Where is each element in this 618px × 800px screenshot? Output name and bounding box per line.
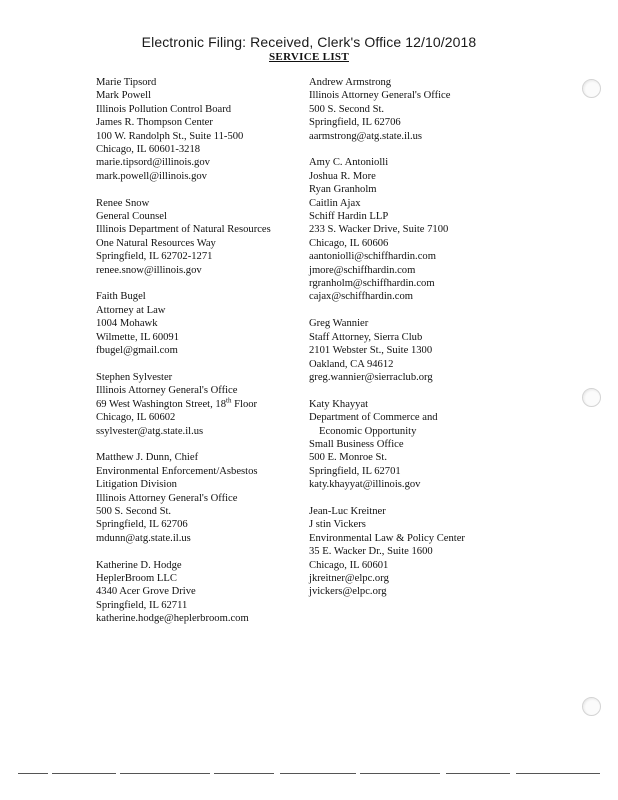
entry-line: Small Business Office [309,438,404,450]
entry-line: Illinois Pollution Control Board [96,103,232,115]
scan-rule [120,773,210,774]
electronic-filing-stamp: Electronic Filing: Received, Clerk's Office 12/10/2018 [141,34,477,50]
entry-line: Amy C. Antoniolli [309,157,389,169]
entry-line: General Counsel [96,211,167,223]
service-entry-wannier [309,317,539,384]
entry-line: Wilmette, IL 60091 [96,331,180,343]
entry-email[interactable]: katy.khayyat@illinois.gov [309,479,421,491]
scan-rule [360,773,440,774]
entry-line: Mark Powell [96,90,152,102]
right-column [309,76,539,612]
service-entry-khayyat [309,398,539,492]
entry-line: Department of Commerce and [309,412,438,424]
entry-line: Joshua R. More [309,170,376,182]
entry-email[interactable]: fbugel@gmail.com [96,345,178,357]
entry-email[interactable]: marie.tipsord@illinois.gov [96,157,210,169]
entry-line: J stin Vickers [309,519,366,531]
entry-email[interactable]: aantoniolli@schiffhardin.com [309,251,436,263]
scan-rule [280,773,356,774]
entry-email[interactable]: cajax@schiffhardin.com [309,291,413,303]
scan-rule [516,773,600,774]
entry-line: Springfield, IL 62706 [309,117,401,129]
entry-line: Illinois Department of Natural Resources [96,224,271,236]
entry-line: Renee Snow [96,197,150,209]
punch-hole-bottom [582,697,601,716]
service-entry-tipsord-powell [96,76,302,183]
entry-email[interactable]: rgranholm@schiffhardin.com [309,278,435,290]
entry-line: 4340 Acer Grove Drive [96,586,196,598]
punch-hole-top [582,79,601,98]
entry-line: Attorney at Law [96,304,166,316]
entry-line: Katy Khayyat [309,398,369,410]
punch-hole-middle [582,388,601,407]
entry-line: Illinois Attorney General's Office [96,385,238,397]
entry-email[interactable]: jkreitner@elpc.org [309,572,389,584]
service-entry-hodge [96,559,302,626]
entry-email[interactable]: jmore@schiffhardin.com [309,264,416,276]
entry-email[interactable]: renee.snow@illinois.gov [96,264,202,276]
entry-line: Illinois Attorney General's Office [96,492,238,504]
entry-line: Economic Opportunity [319,425,417,437]
service-entry-armstrong [309,76,539,143]
entry-line: Chicago, IL 60601 [309,559,389,571]
scan-rule [214,773,274,774]
entry-line: Schiff Hardin LLP [309,211,389,223]
scan-rule [52,773,116,774]
entry-line: Katherine D. Hodge [96,559,182,571]
service-entry-snow [96,197,302,277]
service-entry-elpc [309,505,539,599]
entry-email[interactable]: aarmstrong@atg.state.il.us [309,130,423,142]
entry-line: 35 E. Wacker Dr., Suite 1600 [309,546,433,558]
entry-line: 500 S. Second St. [309,103,385,115]
entry-line: 69 West Washington Street, 18th Floor [96,396,258,410]
service-entry-dunn [96,451,302,545]
entry-line: Springfield, IL 62711 [96,599,188,611]
entry-line: 233 S. Wacker Drive, Suite 7100 [309,224,449,236]
entry-line: Greg Wannier [309,318,369,330]
entry-line: 100 W. Randolph St., Suite 11-500 [96,130,244,142]
service-list-title: SERVICE LIST [269,51,349,63]
entry-line: HeplerBroom LLC [96,572,177,584]
entry-line: Jean-Luc Kreitner [309,505,386,517]
entry-line: Andrew Armstrong [309,77,392,88]
entry-line: Stephen Sylvester [96,371,173,383]
scan-rule [446,773,510,774]
entry-line: Illinois Attorney General's Office [309,90,451,102]
entry-line: Caitlin Ajax [309,197,361,209]
scan-rule [18,773,48,774]
entry-line: 2101 Webster St., Suite 1300 [309,345,433,357]
service-entry-bugel [96,290,302,357]
entry-email[interactable]: jvickers@elpc.org [309,586,387,598]
service-entry-sylvester [96,371,302,438]
entry-line: 500 E. Monroe St. [309,452,387,464]
entry-email[interactable]: mdunn@atg.state.il.us [96,532,191,544]
entry-line: Chicago, IL 60606 [309,237,389,249]
entry-email[interactable]: greg.wannier@sierraclub.org [309,371,433,383]
entry-line: Oakland, CA 94612 [309,358,394,370]
entry-line: James R. Thompson Center [96,117,213,129]
service-entry-schiff-hardin [309,156,539,303]
entry-line: Litigation Division [96,479,177,491]
entry-line: Faith Bugel [96,291,146,303]
entry-line: 1004 Mohawk [96,318,158,330]
entry-line: Springfield, IL 62701 [309,465,401,477]
entry-line: Staff Attorney, Sierra Club [309,331,423,343]
entry-line: Springfield, IL 62706 [96,519,188,531]
entry-line: Matthew J. Dunn, Chief [96,452,199,464]
entry-line: Environmental Enforcement/Asbestos [96,465,258,477]
entry-line: Chicago, IL 60601-3218 [96,144,201,156]
entry-email[interactable]: katherine.hodge@heplerbroom.com [96,613,249,625]
entry-line: 500 S. Second St. [96,505,172,517]
left-column [96,76,302,639]
entry-line: Chicago, IL 60602 [96,412,176,424]
entry-line: One Natural Resources Way [96,237,216,249]
entry-email[interactable]: mark.powell@illinois.gov [96,170,207,182]
entry-email[interactable]: ssylvester@atg.state.il.us [96,425,204,437]
entry-line: Springfield, IL 62702-1271 [96,251,213,263]
entry-line: Environmental Law & Policy Center [309,532,465,544]
entry-line: Marie Tipsord [96,77,157,88]
entry-line: Ryan Granholm [309,184,377,196]
